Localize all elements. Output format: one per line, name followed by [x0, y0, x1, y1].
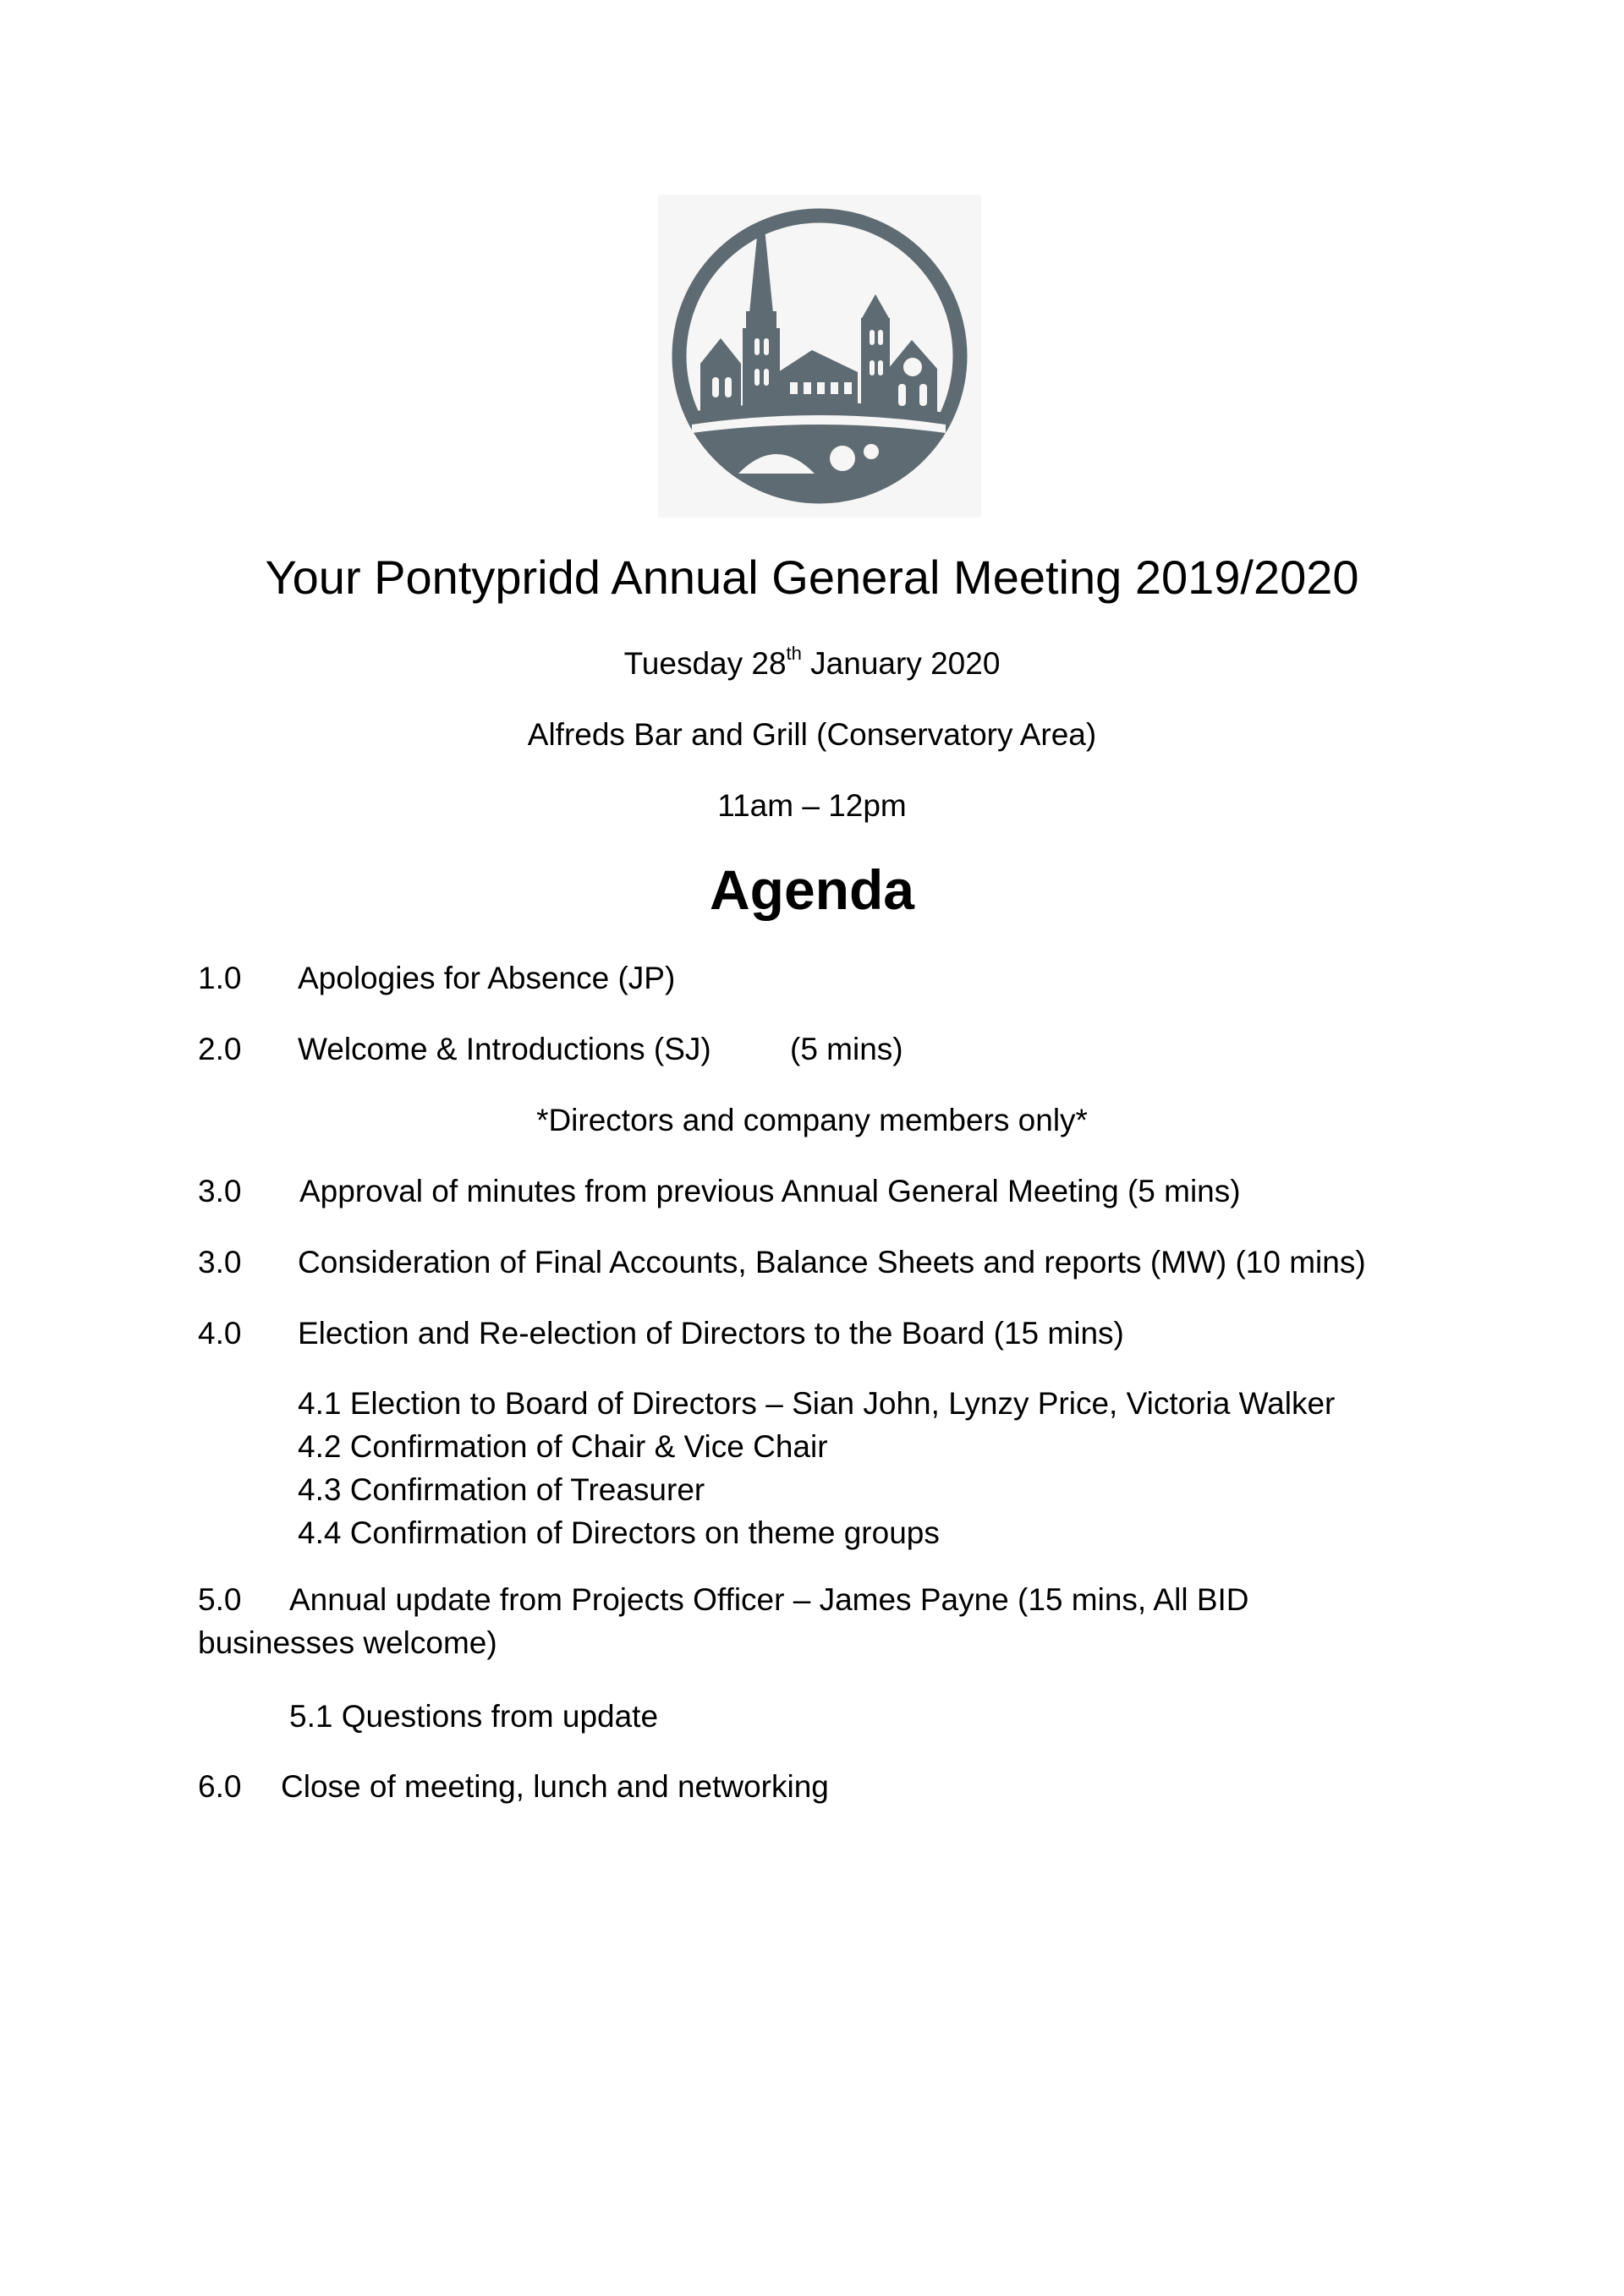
agenda-item-number: 3.0: [198, 1174, 242, 1208]
agenda-sub-item-5-1: 5.1 Questions from update: [289, 1699, 659, 1734]
meeting-date-rest: January 2020: [801, 646, 1001, 681]
meeting-date: [0, 644, 1624, 683]
agenda-item-number: 5.0: [198, 1582, 242, 1617]
agenda-item-number: 3.0: [198, 1245, 242, 1280]
pontypridd-town-skyline-logo-icon: [658, 195, 981, 518]
meeting-date-ordinal-suffix: th: [786, 642, 802, 664]
agenda-item-text: Consideration of Final Accounts, Balance Sheets and reports (MW) (10 mins): [298, 1245, 1366, 1280]
agenda-sub-item-4-2: 4.2 Confirmation of Chair & Vice Chair: [298, 1429, 828, 1464]
agenda-item-duration: (5 mins): [790, 1032, 903, 1066]
agenda-item-6: [198, 1578, 1382, 1664]
agenda-item-text: Annual update from Projects Officer – James Payne (15 mins, All BID businesses welcome): [198, 1582, 1249, 1660]
agenda-sub-item-4-3: 4.3 Confirmation of Treasurer: [298, 1472, 705, 1507]
pontypridd-logo: [658, 195, 981, 518]
agenda-item-number: 6.0: [198, 1769, 242, 1804]
agenda-sub-item-4-4: 4.4 Confirmation of Directors on theme groups: [298, 1515, 940, 1550]
page-title: Your Pontypridd Annual General Meeting 2019/2020: [265, 551, 1359, 604]
agenda-item-number: 4.0: [198, 1316, 242, 1351]
agenda-item-text: Apologies for Absence (JP): [298, 961, 676, 995]
agenda-item-text: Close of meeting, lunch and networking: [281, 1769, 829, 1804]
members-only-note: *Directors and company members only*: [536, 1103, 1088, 1137]
agenda-item-text: Approval of minutes from previous Annual General Meeting (5 mins): [299, 1174, 1241, 1208]
agenda-item-text: Election and Re-election of Directors to the Board (15 mins): [298, 1316, 1124, 1351]
meeting-date-prefix: Tuesday 28: [623, 646, 787, 681]
agenda-item-text: Welcome & Introductions (SJ): [298, 1032, 711, 1066]
meeting-venue: Alfreds Bar and Grill (Conservatory Area): [527, 717, 1097, 752]
agenda-heading: Agenda: [709, 858, 915, 921]
agenda-item-number: 1.0: [198, 961, 242, 995]
agenda-item-number: 2.0: [198, 1032, 242, 1066]
agenda-sub-item-4-1: 4.1 Election to Board of Directors – Sian John, Lynzy Price, Victoria Walker: [298, 1386, 1336, 1421]
meeting-time: 11am – 12pm: [717, 788, 907, 823]
